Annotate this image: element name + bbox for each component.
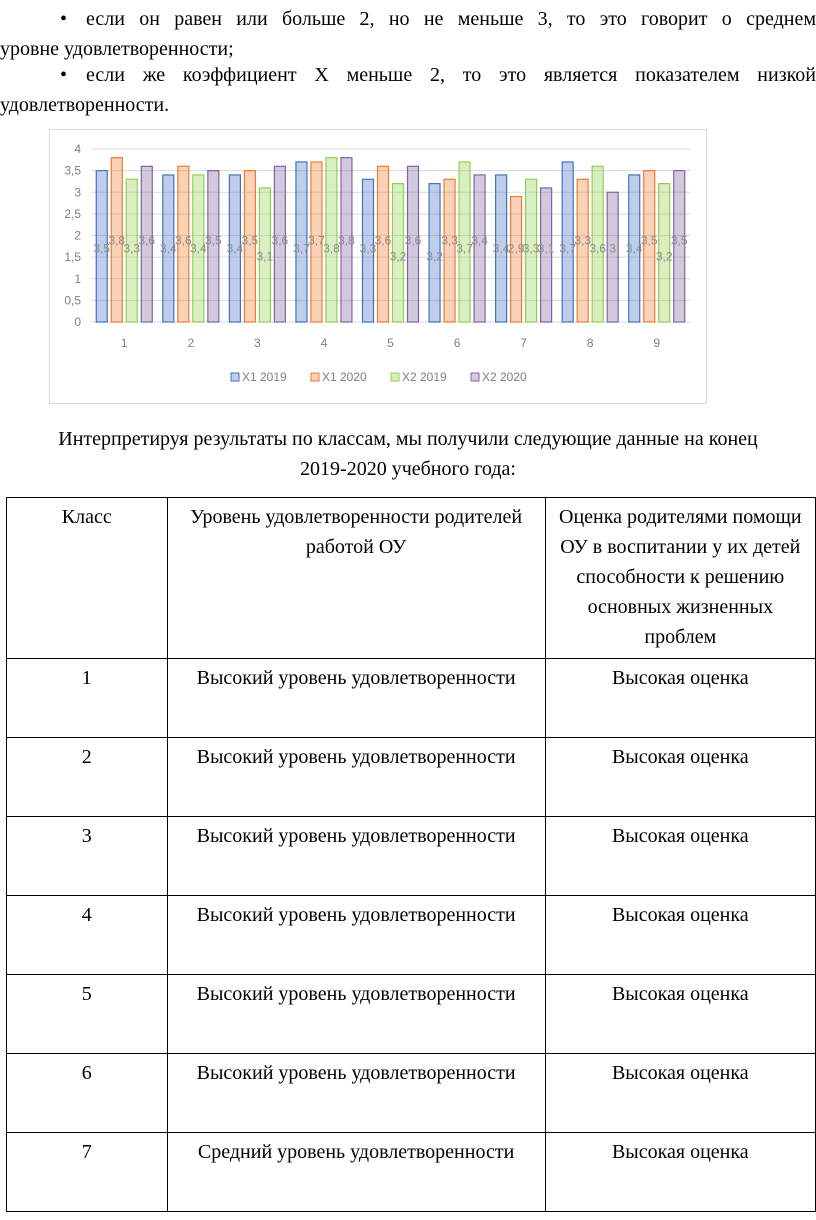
y-tick-label: 3 (74, 185, 81, 200)
data-label: 3,6 (138, 233, 156, 248)
data-label: 3,6 (174, 233, 192, 248)
cell-satisfaction: Высокий уровень удовлетворенности (167, 896, 545, 975)
legend-swatch (471, 373, 479, 381)
data-label: 3,6 (271, 233, 289, 248)
data-label: 3,6 (374, 233, 392, 248)
cell-satisfaction: Средний уровень удовлетворенности (167, 1133, 545, 1212)
data-label: 3,3 (123, 241, 141, 256)
cell-class: 5 (7, 975, 168, 1054)
data-label: 3,4 (159, 241, 177, 256)
x-tick-label: 6 (453, 336, 461, 350)
data-label: 3,7 (308, 233, 325, 248)
cell-class: 4 (7, 896, 168, 975)
data-label: 3,1 (256, 249, 274, 264)
data-label: 3,2 (426, 249, 443, 264)
cell-assessment: Высокая оценка (545, 975, 815, 1054)
data-label: 3,6 (404, 233, 422, 248)
data-label: 2,9 (507, 241, 525, 256)
y-tick-label: 2 (74, 228, 81, 243)
data-label: 3,6 (589, 241, 607, 256)
bullet-text-line1: если он равен или больше 2, но не меньше 3, то это говорит о среднем (86, 8, 816, 30)
legend-label: X2 2020 (482, 370, 527, 384)
x-tick-label: 2 (187, 336, 195, 350)
table-row (7, 1054, 816, 1133)
cell-satisfaction: Высокий уровень удовлетворенности (167, 817, 545, 896)
cell-class: 2 (7, 738, 168, 817)
bullet-text-line1: если же коэффициент X меньше 2, то это является показателем низкой (86, 64, 816, 86)
data-label: 3,3 (522, 241, 540, 256)
results-table (6, 497, 816, 1212)
x-tick-label: 3 (254, 336, 261, 350)
bar (474, 175, 485, 322)
cell-satisfaction: Высокий уровень удовлетворенности (167, 659, 545, 738)
cell-satisfaction: Высокий уровень удовлетворенности (167, 1054, 545, 1133)
x-tick-label: 5 (387, 336, 394, 350)
data-label: 3,7 (456, 241, 473, 256)
cell-class: 7 (7, 1133, 168, 1212)
data-label: 3,2 (389, 249, 407, 264)
legend-swatch (391, 373, 399, 381)
legend-label: X1 2020 (322, 370, 367, 384)
y-tick-label: 3,5 (64, 163, 81, 178)
bar-chart-svg (50, 130, 706, 403)
data-label: 3,3 (359, 241, 377, 256)
bullet-text-line2: уровне удовлетворенности; (0, 38, 234, 60)
data-label: 3,5 (241, 233, 259, 248)
y-tick-label: 0 (74, 315, 81, 329)
cell-assessment: Высокая оценка (545, 817, 815, 896)
bar (326, 158, 337, 322)
interpretation-line2: 2019-2020 учебного года: (300, 458, 516, 480)
data-label: 3,8 (323, 241, 340, 256)
legend-swatch (231, 373, 239, 381)
data-label: 3,7 (293, 241, 310, 256)
data-label: 3,2 (655, 249, 673, 264)
bullet-text-line2: удовлетворенности. (0, 94, 170, 116)
data-label: 3 (609, 241, 617, 256)
table-row (7, 1133, 816, 1212)
cell-assessment: Высокая оценка (545, 659, 815, 738)
bar (444, 179, 455, 322)
cell-satisfaction: Высокий уровень удовлетворенности (167, 738, 545, 817)
y-tick-label: 1 (74, 271, 81, 286)
data-label: 3,5 (670, 233, 688, 248)
header-assessment: Оценка родителями помощи ОУ в воспитании у их детей способности к решению основных жизненных проблем (545, 498, 815, 659)
cell-assessment: Высокая оценка (545, 1054, 815, 1133)
x-tick-label: 8 (586, 336, 594, 350)
cell-class: 3 (7, 817, 168, 896)
x-tick-label: 7 (520, 336, 527, 350)
cell-satisfaction: Высокий уровень удовлетворенности (167, 975, 545, 1054)
x-tick-label: 4 (320, 336, 328, 350)
data-label: 3,7 (559, 241, 577, 256)
data-label: 3,4 (189, 241, 207, 256)
data-label: 3,3 (574, 233, 592, 248)
cell-assessment: Высокая оценка (545, 1133, 815, 1212)
x-tick-label: 9 (653, 336, 661, 350)
table-row (7, 896, 816, 975)
cell-class: 1 (7, 659, 168, 738)
table-row (7, 738, 816, 817)
y-tick-label: 2,5 (64, 206, 81, 221)
bar (511, 197, 522, 322)
data-label: 3,5 (204, 233, 222, 248)
header-class: Класс (7, 498, 168, 659)
data-label: 3,4 (226, 241, 244, 256)
table-row (7, 817, 816, 896)
interpretation-paragraph (0, 424, 816, 484)
bar (577, 179, 588, 322)
cell-assessment: Высокая оценка (545, 896, 815, 975)
table-row (7, 659, 816, 738)
y-tick-label: 0,5 (64, 293, 81, 308)
table-header-row (7, 498, 816, 659)
data-label: 3,5 (93, 241, 111, 256)
interpretation-line1: Интерпретируя результаты по классам, мы получили следующие данные на конец (58, 428, 758, 450)
data-label: 3,8 (338, 233, 355, 248)
bar (607, 192, 618, 322)
legend-label: X2 2019 (402, 370, 447, 384)
legend-label: X1 2019 (242, 370, 287, 384)
cell-assessment: Высокая оценка (545, 738, 815, 817)
legend-swatch (311, 373, 319, 381)
bullet-dot: • (60, 64, 68, 86)
table-row (7, 975, 816, 1054)
y-tick-label: 4 (74, 142, 81, 156)
data-label: 3,4 (471, 233, 488, 248)
header-satisfaction: Уровень удовлетворенности родителей работой ОУ (167, 498, 545, 659)
data-label: 3,8 (108, 233, 126, 248)
data-label: 3,1 (537, 241, 555, 256)
data-label: 3,3 (441, 233, 458, 248)
data-label: 3,4 (625, 241, 643, 256)
y-tick-label: 1,5 (64, 250, 81, 265)
data-label: 3,4 (492, 241, 510, 256)
bullet-dot: • (60, 8, 68, 30)
cell-class: 6 (7, 1054, 168, 1133)
data-label: 3,5 (640, 233, 658, 248)
bar-chart (49, 129, 707, 404)
x-tick-label: 1 (120, 336, 128, 350)
